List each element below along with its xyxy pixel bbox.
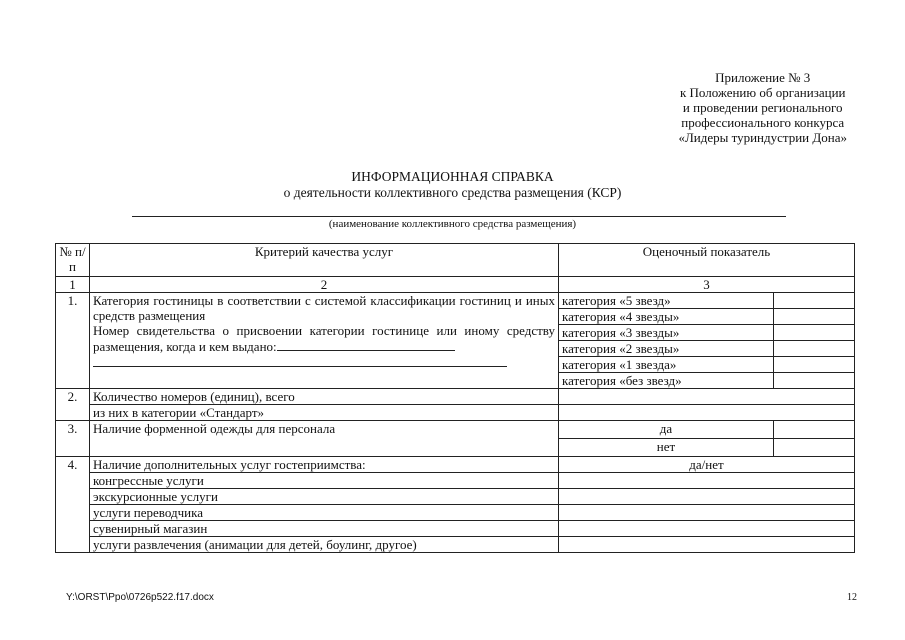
category-value[interactable] (774, 357, 855, 373)
footer-file-path: Y:\ORST\Ppo\0726p522.f17.docx (66, 592, 214, 603)
fill-line (277, 338, 455, 351)
service-cell: услуги развлечения (анимации для детей, боулинг, другое) (90, 537, 559, 553)
value-cell: да/нет (559, 457, 855, 473)
no-value[interactable] (774, 439, 855, 457)
criterion-category-text: Категория гостиницы в соответствии с системой классификации гостиниц и иных средств размещения (93, 293, 555, 323)
criterion-cell: Наличие дополнительных услуг гостеприимства: (90, 457, 559, 473)
yes-cell: да (559, 421, 774, 439)
header-criterion: Критерий качества услуг (90, 244, 559, 277)
certificate-label: Номер свидетельства о присвоении категории гостинице или иному средству размещения, когда и кем выдано: (93, 323, 555, 354)
info-table (55, 243, 855, 553)
table-row (56, 457, 855, 473)
service-value[interactable] (559, 505, 855, 521)
yes-value[interactable] (774, 421, 855, 439)
category-value[interactable] (774, 373, 855, 389)
criterion-cell: Наличие форменной одежды для персонала (90, 421, 559, 457)
row-number: 1. (56, 293, 90, 389)
no-cell: нет (559, 439, 774, 457)
criterion-cell: из них в категории «Стандарт» (90, 405, 559, 421)
document-title: ИНФОРМАЦИОННАЯ СПРАВКА (351, 169, 554, 184)
category-cell: категория «2 звезды» (559, 341, 774, 357)
document-subtitle: о деятельности коллективного средства размещения (КСР) (283, 185, 622, 200)
value-cell[interactable] (559, 405, 855, 421)
table-header-row (56, 244, 855, 277)
table-row (56, 293, 855, 309)
criterion-cell (90, 293, 559, 389)
table-row (56, 405, 855, 421)
row-number: 4. (56, 457, 90, 553)
row-number: 3. (56, 421, 90, 457)
header-indicator: Оценочный показатель (559, 244, 855, 277)
category-cell: категория «1 звезда» (559, 357, 774, 373)
footer-page-number: 12 (847, 592, 857, 603)
table-row (56, 537, 855, 553)
appendix-line: и проведении регионального (682, 100, 843, 115)
table-row (56, 505, 855, 521)
category-value[interactable] (774, 309, 855, 325)
value-cell[interactable] (559, 389, 855, 405)
col-number: 1 (56, 277, 90, 293)
appendix-line: профессионального конкурса (681, 115, 845, 130)
document-title-block (0, 169, 905, 201)
category-value[interactable] (774, 293, 855, 309)
service-cell: услуги переводчика (90, 505, 559, 521)
table-row (56, 473, 855, 489)
col-number: 3 (559, 277, 855, 293)
criterion-certificate-text (93, 323, 555, 354)
table-row (56, 421, 855, 439)
criterion-cell: Количество номеров (единиц), всего (90, 389, 559, 405)
service-cell: сувенирный магазин (90, 521, 559, 537)
category-cell: категория «4 звезды» (559, 309, 774, 325)
row-number: 2. (56, 389, 90, 421)
appendix-header (678, 70, 847, 145)
table-row (56, 389, 855, 405)
col-number: 2 (90, 277, 559, 293)
service-value[interactable] (559, 489, 855, 505)
table-row (56, 521, 855, 537)
appendix-line: «Лидеры туриндустрии Дона» (678, 130, 847, 145)
category-cell: категория «3 звезды» (559, 325, 774, 341)
category-cell: категория «5 звезд» (559, 293, 774, 309)
service-value[interactable] (559, 521, 855, 537)
header-num: № п/п (56, 244, 90, 277)
name-fill-line (132, 216, 786, 217)
service-value[interactable] (559, 473, 855, 489)
table-row (56, 489, 855, 505)
certificate-fill-line (93, 354, 555, 370)
category-cell: категория «без звезд» (559, 373, 774, 389)
column-number-row (56, 277, 855, 293)
service-cell: конгрессные услуги (90, 473, 559, 489)
name-caption: (наименование коллективного средства размещения) (328, 218, 577, 230)
appendix-title: Приложение № 3 (715, 70, 811, 85)
category-value[interactable] (774, 341, 855, 357)
appendix-line: к Положению об организации (679, 85, 846, 100)
category-value[interactable] (774, 325, 855, 341)
service-value[interactable] (559, 537, 855, 553)
service-cell: экскурсионные услуги (90, 489, 559, 505)
